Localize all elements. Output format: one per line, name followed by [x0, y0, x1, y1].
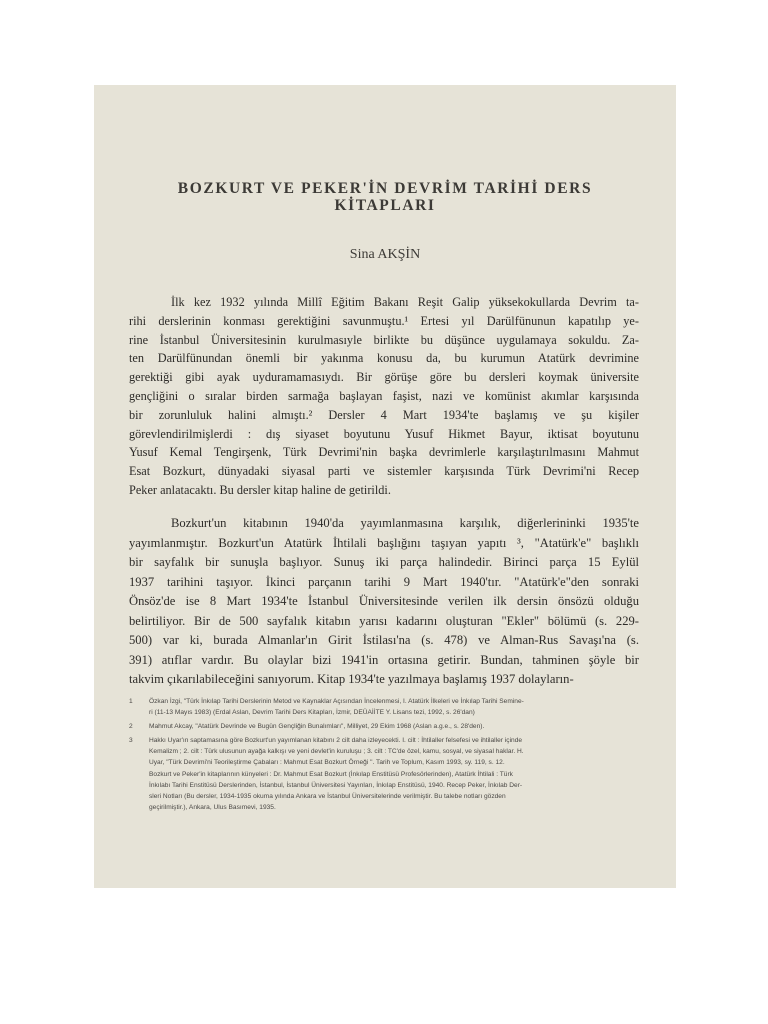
- page-content: [94, 85, 676, 888]
- text-line: 391) atıflar vardır. Bu olaylar bizi 1941'in ortasına getirir. Bundan, tahminen şöyle bir: [129, 652, 639, 667]
- paragraph-1: [129, 293, 639, 500]
- text-line: belirtiliyor. Bir de 500 sayfalık kitabın yarısı kadarını oluşturan "Ekler" bölümü (s. 229-: [129, 613, 639, 628]
- text-line: bir zorunluluk halini almıştı.² Dersler 4 Mart 1934'te başlamış ve şu kişiler: [129, 407, 639, 422]
- footnote-number: 2: [129, 723, 133, 731]
- text-line: Yusuf Kemal Tengirşenk, Türk Devrimi'nin başka devrimlerle karşılaştırılmasını Mahmut: [129, 445, 639, 460]
- paragraph-2: [129, 514, 639, 690]
- text-line: görevlendirilmişlerdi : dış siyaset boyutunu Yusuf Hikmet Bayur, iktisat boyutunu: [129, 426, 639, 441]
- text-line: Peker anlatacaktı. Bu dersler kitap haline de getirildi.: [129, 482, 391, 497]
- author-name: Sina AKŞİN: [349, 247, 421, 262]
- text-line: gerektiği gibi ayak uyduramamasıydı. Bir görüşe göre bu dersleri koymak üniversite: [129, 370, 639, 385]
- text-line: bir sayfalık bir sunuşla başlıyor. Sunuş iki parça halindedir. Birinci parça 15 Eylül: [129, 555, 639, 569]
- footnote-line: İnkılabı Tarihi Enstitüsü Derslerinden, İstanbul, İstanbul Üniversitesi Yayınları, İnkılap Enstitüsü, 1940. Recep Peker, İnkılab Der-: [149, 781, 523, 789]
- footnote-line: Özkan İzgi, "Türk İnkılap Tarihi Derslerinin Metod ve Kaynaklar Açısından İncelenmesi, I. Atatürk İlkeleri ve İnkılap Tarihi Semine-: [149, 698, 524, 705]
- text-line: İlk kez 1932 yılında Millî Eğitim Bakanı Reşit Galip yüksekokullarda Devrim ta-: [171, 295, 639, 309]
- footnotes: [129, 696, 644, 816]
- scanned-page: [94, 85, 676, 888]
- text-line: yayımlanmıştır. Bozkurt'un Atatürk İhtilali başlığını taşıyan yapıtı ³, "Atatürk'e" başlıklı: [129, 535, 639, 550]
- footnote-line: Hakkı Uyar'ın saptamasına göre Bozkurt'un yayımlanan kitabını 2 cilt daha izleyecekti. I. cilt : İhtilaller felsefesi ve ihtilaller içinde: [149, 737, 523, 745]
- footnote-line: Uyar, "Türk Devrimi'ni Teorileştirme Çabaları : Mahmut Esat Bozkurt Örneği ". Tarih ve Toplum, Kasım 1993, sy. 119, s. 12.: [149, 759, 505, 767]
- text-line: rine İstanbul Üniversitesinin kurulmasıyle birlikte bu düşünce uygulamaya sokuldu. Za-: [129, 332, 639, 347]
- text-line: rihi derslerinin konması gerektiğini savunmuştu.¹ Ertesi yıl Darülfünunun kapatılıp ye-: [129, 313, 639, 328]
- text-line: ten Darülfünundan önemli bir yakınma konusu da, bu kurumun Atatürk devrimine: [129, 351, 639, 366]
- footnote-line: sleri Notları (Bu dersler, 1934-1935 okuma yılında Ankara ve İstanbul Üniversitelerinde verilmiştir. Bu talebe notları gözden: [149, 792, 506, 800]
- article-title: [134, 180, 636, 214]
- footnote-number: 3: [129, 737, 133, 745]
- footnote: [129, 735, 644, 813]
- text-line: takvim çıkarılabileceğini sanıyorum. Kitap 1934'te yazılmaya başlamış 1937 dolayların-: [129, 672, 574, 686]
- text-line: Esat Bozkurt, dünyadaki siyasal parti ve sistemler karşısında Türk Devrimi'ni Recep: [129, 464, 639, 479]
- footnote-line: ri (11-13 Mayıs 1983) (Erdal Aslan, Devrim Tarihi Ders Kitapları, İzmir, DEÜAİİTE Y. Lisans tezi, 1992, s. 26'dan): [149, 709, 475, 717]
- text-line: 500) var ki, burada Almanlar'ın Girit İstilası'na (s. 478) ve Alman-Rus Savaşı'na (s.: [129, 633, 639, 647]
- footnote: [129, 721, 644, 732]
- title-line-1: BOZKURT VE PEKER'İN DEVRİM TARİHİ DERS: [177, 180, 593, 197]
- footnote-line: geçirilmiştir.), Ankara, Ulus Basımevi, 1935.: [149, 803, 276, 811]
- text-line: Önsöz'de ise 8 Mart 1934'te İstanbul Üniversitesinde verilen ilk dersin önsözü olduğu: [129, 594, 639, 608]
- footnote-line: Kemalizm ; 2. cilt : Türk ulusunun ayağa kalkışı ve yeni devlet'in kuruluşu ; 3. cilt : TC'de özel, kamu, sosyal, ve siyasal haklar. H.: [149, 748, 524, 756]
- text-line: 1937 tarihini taşıyor. İkinci parçanın tarihi 9 Mart 1940'tır. "Atatürk'e"den sonraki: [129, 574, 639, 589]
- text-line: Bozkurt'un kitabının 1940'da yayımlanmasına karşılık, diğerlerininki 1935'te: [171, 516, 639, 530]
- text-line: gençliğini o sıralar birden sarmağa başlayan faşist, nazi ve komünist akımlar karşısında: [129, 388, 639, 403]
- footnote-line: Bozkurt ve Peker'in kitaplarının künyeleri : Dr. Mahmut Esat Bozkurt (İnkılap Enstitüsü Profesörlerinden), Atatürk İhtilali : Türk: [149, 770, 513, 778]
- title-line-2: KİTAPLARI: [334, 197, 436, 214]
- footnote: [129, 696, 644, 718]
- footnote-line: Mahmut Akcay, "Atatürk Devrinde ve Bugün Gençliğin Bunalımları", Milliyet, 29 Ekim 1968 (Aslan a.g.e., s. 28'den).: [149, 723, 485, 731]
- footnote-number: 1: [129, 698, 133, 705]
